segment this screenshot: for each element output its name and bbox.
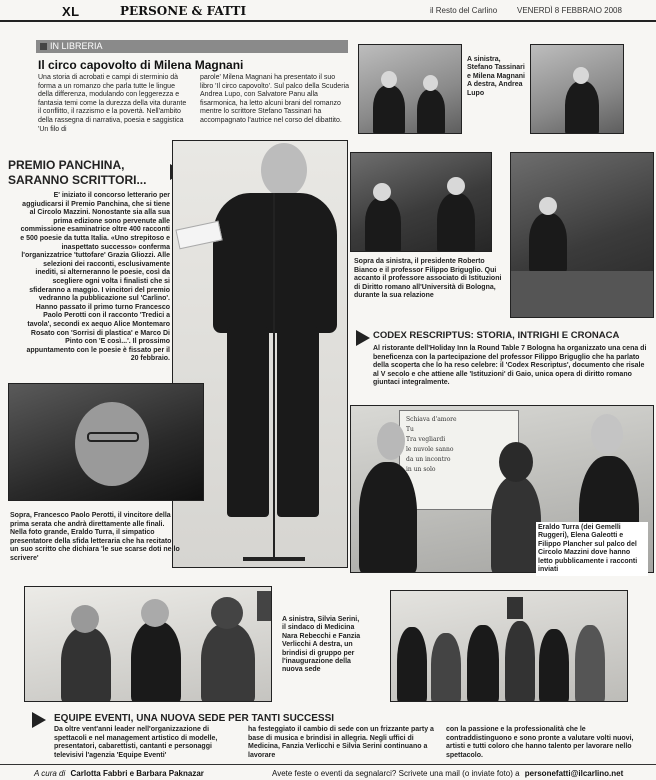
codex-body: Al ristorante dell'Holiday Inn la Round Table 7 Bologna ha organizzato una cena di beneficenza con la partecipazione del professor Filippo Briguglio che ha parlato della scoperta che lo ha reso celebre: il 'Codex Rescriptus', documento che risale al V secolo e che attiene alle 'Istituzioni' di Gaio, unica opera di diritto romano giuntaci integralmente.: [373, 345, 647, 387]
person-head: [573, 67, 589, 84]
microphone-stand: [273, 193, 275, 561]
arrow-triangle-icon: [32, 712, 46, 728]
table-foreground: [511, 271, 654, 318]
equipe-photo-caption: A sinistra, Silvia Serini, il sindaco di Medicina Nara Rebecchi e Fanzia Verlicchi A destra, un brindisi di gruppo per l'inaugurazione della nuova sede: [282, 616, 361, 674]
person-head: [71, 605, 99, 633]
submit-email-link[interactable]: personefatti@ilcarlino.net: [524, 769, 624, 778]
libreria-photo-right: [530, 44, 624, 134]
glasses-icon: [87, 432, 139, 442]
person-figure: [539, 629, 569, 702]
person-head: [499, 442, 533, 482]
person-head: [447, 177, 465, 195]
curated-prefix: A cura di: [34, 769, 66, 778]
board-line: Tra vegliardi: [406, 436, 446, 443]
person-figure: [373, 85, 405, 134]
newspaper-name: il Resto del Carlino: [430, 6, 498, 15]
person-head: [423, 75, 438, 91]
libreria-column-2: parole' Milena Magnani ha presentato il suo libro 'Il circo capovolto'. Sul palco della Scuderia Andrea Lupo, con Salvatore Panu alla fisarmonica, ha letto alcuni brani del romanzo mentre lo scrittore Stefano Tassinari ha accompagnato l'autrice nel corso del dibattito.: [200, 74, 349, 124]
panchina-caption: Sopra, Francesco Paolo Perotti, il vincitore della prima serata che andrà direttamente alle finali. Nella foto grande, Eraldo Turra, il simpatico presentatore della sfida letteraria che ha recitato un suo scritto che dichiara 'le sue scarse doti nello scrivere': [10, 512, 180, 562]
person-head: [141, 599, 169, 627]
person-figure: [131, 621, 181, 702]
panchina-body: E' iniziato il concorso letterario per aggiudicarsi il Premio Panchina, che si tiene al Circolo Mazzini. Nonostante sia alla sua prima edizione sono pervenute alle commissione esaminatrice oltre 400 racconti e 500 poesie da tutta Italia. «Uno strepitoso e inaspettato successo» conferma l'organizzatrice 'tuttofare' Grazia Gliozzi. Alle selezioni dei racconti, esclusivamente inediti, si alterneranno le poesie, così da scegliere ogni volta i finalisti che si sfideranno a maggio. I vincitori del premio vedranno la pubblicazione sul 'Carlino'. Hanno passato il primo turno Francesco Paolo Perotti con il racconto 'Tredici a tavola', secondi ex aequo Alice Montemaro Rosato con 'Sorrisi di plastica' e Marco Di Pinto con 'E così...'. Il prossimo appuntamento con le poesie è fissato per il 20 febbraio.: [20, 192, 170, 363]
perotti-face: [75, 402, 149, 486]
section-short-label: XL: [62, 4, 80, 19]
speaker-leg-right: [277, 327, 319, 517]
panchina-title-line1: PREMIO PANCHINA,: [8, 158, 125, 172]
libreria-caption: A sinistra, Stefano Tassinari e Milena Magnani A destra, Andrea Lupo: [467, 56, 525, 97]
wall-frame: [257, 591, 271, 621]
equipe-column-1: Da oltre vent'anni leader nell'organizzazione di spettacoli e nel management artistico di modelle, presentatori, cabarettisti, cantanti e personaggi televisivi l'agenzia 'Equipe Eventi': [54, 726, 218, 759]
page-footer: [0, 764, 656, 780]
person-figure: [61, 627, 111, 702]
arrow-triangle-icon: [356, 330, 370, 346]
person-figure: [505, 621, 535, 702]
curators-line: [34, 769, 204, 778]
submit-text: Avete feste o eventi da segnalarci? Scrivete una mail (o inviate foto) a: [272, 769, 520, 778]
libreria-title: Il circo capovolto di Milena Magnani: [38, 58, 244, 72]
equipe-photo-left: [24, 586, 272, 702]
person-head: [373, 183, 391, 201]
codex-photo-left: [350, 152, 492, 252]
curators-names: Carlotta Fabbri e Barbara Paknazar: [70, 769, 204, 778]
person-figure: [467, 625, 499, 702]
board-line: in un solo: [406, 466, 436, 473]
person-head: [377, 422, 405, 460]
equipe-column-2: ha festeggiato il cambio di sede con un frizzante party a base di musica e brindisi in allegria. Negli uffici di Medicina, Fanzia Verlicchi e Silvia Serini continuano a lavorare: [248, 726, 434, 759]
page-header: [0, 0, 656, 22]
panchina-title-line2: SARANNO SCRITTORI...: [8, 173, 147, 187]
submit-line: [272, 769, 623, 778]
person-figure: [201, 623, 255, 702]
person-head: [381, 71, 397, 88]
libreria-kicker-text: IN LIBRERIA: [50, 41, 103, 51]
person-figure: [397, 627, 427, 702]
speaker-head: [261, 143, 307, 197]
libreria-column-1: Una storia di acrobati e campi di sterminio dà forma a un romanzo che parla tutte le lingue della differenza, modulando con leggerezza e fantasia temi come la durezza della vita durante il conflitto, il razzismo e la povertà. Nell'ambito della rassegna di narrativa, poesia e saggistica 'Un filo di: [38, 74, 187, 133]
square-bullet-icon: [40, 43, 47, 50]
codex-photo-caption: Sopra da sinistra, il presidente Roberto Bianco e il professor Filippo Briguglio. Qui accanto il professore associato di Istituzioni di Diritto romano all'Università di Bologna, durante la sua relazione: [354, 258, 502, 300]
issue-date: VENERDÌ 8 FEBBRAIO 2008: [517, 6, 622, 15]
speaker-torso: [213, 193, 337, 333]
turra-large-photo: [172, 140, 348, 568]
person-figure: [359, 462, 417, 573]
person-figure: [417, 89, 445, 134]
person-figure: [575, 625, 605, 702]
person-head: [591, 414, 623, 454]
person-figure: [365, 197, 401, 252]
board-line: Tu: [406, 426, 414, 433]
libreria-kicker: [36, 40, 348, 53]
section-title: PERSONE & FATTI: [120, 4, 247, 18]
person-head: [539, 197, 557, 215]
board-line: da un incontro: [406, 456, 451, 463]
speaker-leg-left: [227, 327, 269, 517]
board-line: le nuvole sanno: [406, 446, 454, 453]
wall-frame: [507, 597, 523, 619]
person-figure: [431, 633, 461, 702]
equipe-column-3: con la passione e la professionalità che le contraddistinguono e sono pronte a valutare volti nuovi, artisti e tutti coloro che hanno talento per lavorare nello spettacolo.: [446, 726, 634, 759]
turra-caption: Eraldo Turra (dei Gemelli Ruggeri), Elena Galeotti e Filippo Plancher sul palco del Circolo Mazzini dove hanno letto pubblicamente i racconti inviati: [536, 522, 648, 576]
stand-base: [243, 557, 305, 561]
perotti-photo: [8, 383, 204, 501]
equipe-photo-right: [390, 590, 628, 702]
person-figure: [565, 81, 599, 134]
person-head: [211, 597, 243, 629]
person-figure: [437, 193, 475, 252]
person-figure: [529, 213, 567, 273]
codex-photo-right: [510, 152, 654, 318]
board-line: Schiava d'amore: [406, 416, 457, 423]
libreria-photo-left: [358, 44, 462, 134]
codex-title: CODEX RESCRIPTUS: STORIA, INTRIGHI E CRONACA: [373, 330, 620, 341]
equipe-title: EQUIPE EVENTI, UNA NUOVA SEDE PER TANTI SUCCESSI: [54, 713, 335, 724]
person-figure: [491, 476, 541, 573]
